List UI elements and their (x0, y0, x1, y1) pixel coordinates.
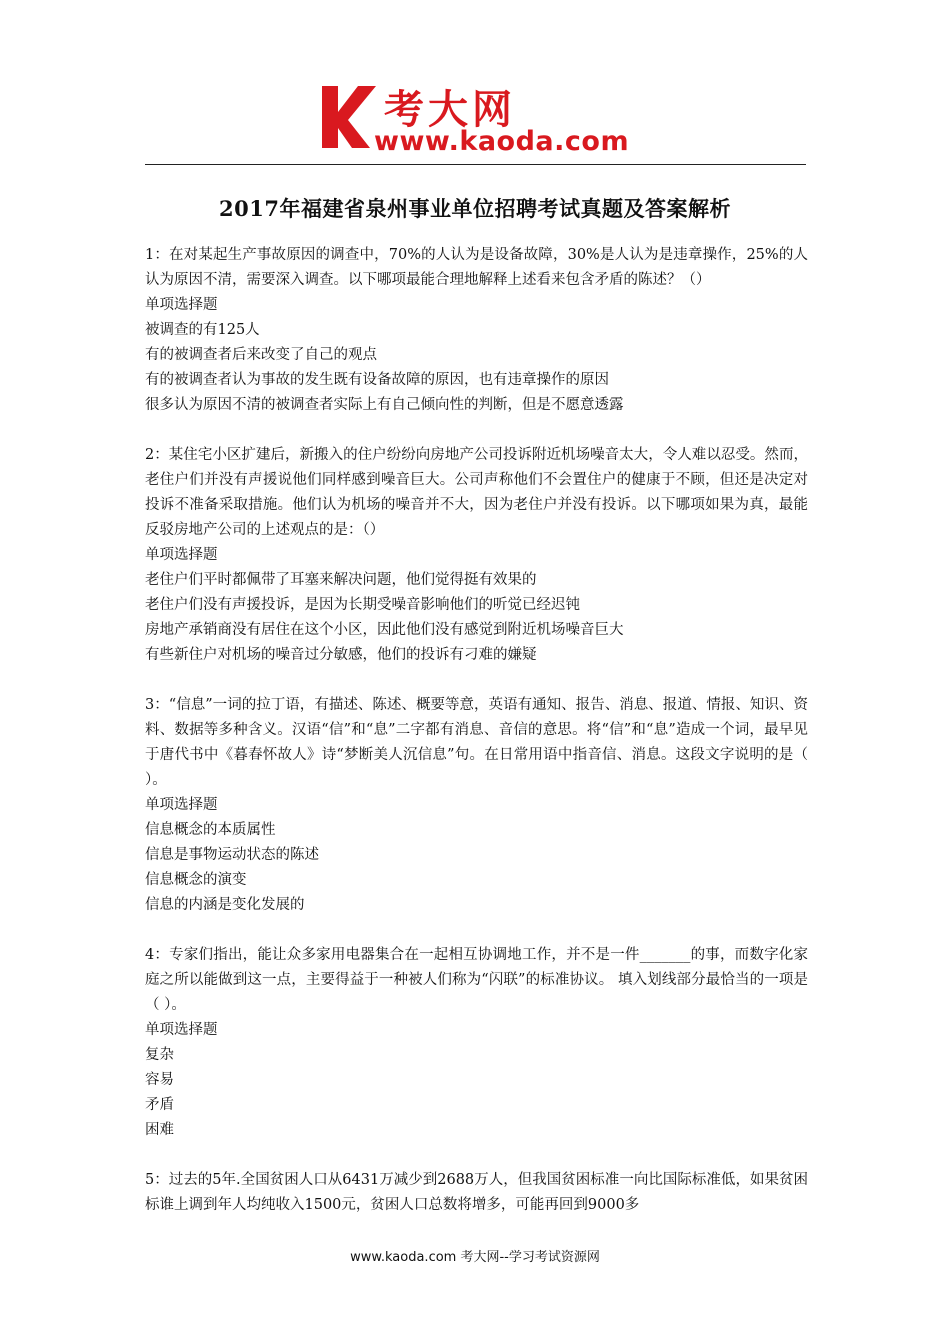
kaoda-logo[interactable] (318, 82, 648, 160)
question-type: 单项选择题 (145, 547, 218, 563)
option: 困难 (145, 1122, 174, 1138)
option: 有的被调查者后来改变了自己的观点 (145, 347, 377, 363)
option: 复杂 (145, 1047, 174, 1063)
option: 有些新住户对机场的噪音过分敏感，他们的投诉有刁难的嫌疑 (145, 647, 537, 663)
k-logo-icon (318, 82, 380, 152)
option: 信息是事物运动状态的陈述 (145, 847, 319, 863)
question-4 (145, 943, 808, 1143)
question-type: 单项选择题 (145, 1022, 218, 1038)
question-type: 单项选择题 (145, 297, 218, 313)
option: 房地产承销商没有居住在这个小区，因此他们没有感觉到附近机场噪音巨大 (145, 622, 624, 638)
logo-cn-text: 考大网 (384, 87, 516, 133)
header-divider (145, 164, 806, 165)
option: 信息概念的演变 (145, 872, 247, 888)
option: 有的被调查者认为事故的发生既有设备故障的原因，也有违章操作的原因 (145, 372, 609, 388)
option: 老住户们没有声援投诉，是因为长期受噪音影响他们的听觉已经迟钝 (145, 597, 580, 613)
question-1 (145, 243, 808, 418)
option: 被调查的有125人 (145, 322, 260, 338)
question-stem: 1：在对某起生产事故原因的调查中，70%的人认为是设备故障，30%是人认为是违章操作，25%的人认为原因不清，需要深入调查。以下哪项最能合理地解释上述看来包含矛盾的陈述？（） (145, 247, 808, 288)
question-list (145, 243, 808, 1243)
option: 信息的内涵是变化发展的 (145, 897, 305, 913)
option: 很多认为原因不清的被调查者实际上有自己倾向性的判断，但是不愿意透露 (145, 397, 624, 413)
logo-url-text: www.kaoda.com (374, 126, 630, 157)
question-5 (145, 1168, 808, 1218)
question-2 (145, 443, 808, 668)
option: 老住户们平时都佩带了耳塞来解决问题，他们觉得挺有效果的 (145, 572, 537, 588)
question-type: 单项选择题 (145, 797, 218, 813)
document-title: 2017年福建省泉州事业单位招聘考试真题及答案解析 (219, 196, 731, 221)
question-stem: 2：某住宅小区扩建后，新搬入的住户纷纷向房地产公司投诉附近机场噪音太大，令人难以忍受。然而，老住户们并没有声援说他们同样感到噪音巨大。公司声称他们不会置住户的健康于不顾，但还是决定对投诉不准备采取措施。他们认为机场的噪音并不大，因为老住户并没有投诉。以下哪项如果为真，最能反驳房地产公司的上述观点的是：（） (145, 447, 808, 538)
question-stem: 3：“信息”一词的拉丁语，有描述、陈述、概要等意，英语有通知、报告、消息、报道、情报、知识、资料、数据等多种含义。汉语“信”和“息”二字都有消息、音信的意思。将“信”和“息”造成一个词，最早见于唐代书中《暮春怀故人》诗“梦断美人沉信息”句。在日常用语中指音信、消息。这段文字说明的是（ ）。 (145, 697, 808, 788)
question-stem: 4：专家们指出，能让众多家用电器集合在一起相互协调地工作，并不是一件_______的事，而数字化家庭之所以能做到这一点，主要得益于一种被人们称为“闪联”的标准协议。 填入划线部分最恰当的一项是（ ）。 (145, 947, 808, 1013)
option: 矛盾 (145, 1097, 174, 1113)
question-3 (145, 693, 808, 918)
page-footer[interactable]: www.kaoda.com 考大网--学习考试资源网 (350, 1250, 600, 1265)
option: 容易 (145, 1072, 174, 1088)
option: 信息概念的本质属性 (145, 822, 276, 838)
question-stem: 5：过去的5年.全国贫困人口从6431万减少到2688万人，但我国贫困标准一向比国际标准低，如果贫困标谁上调到年人均纯收入1500元，贫困人口总数将增多，可能再回到9000多 (145, 1172, 808, 1213)
